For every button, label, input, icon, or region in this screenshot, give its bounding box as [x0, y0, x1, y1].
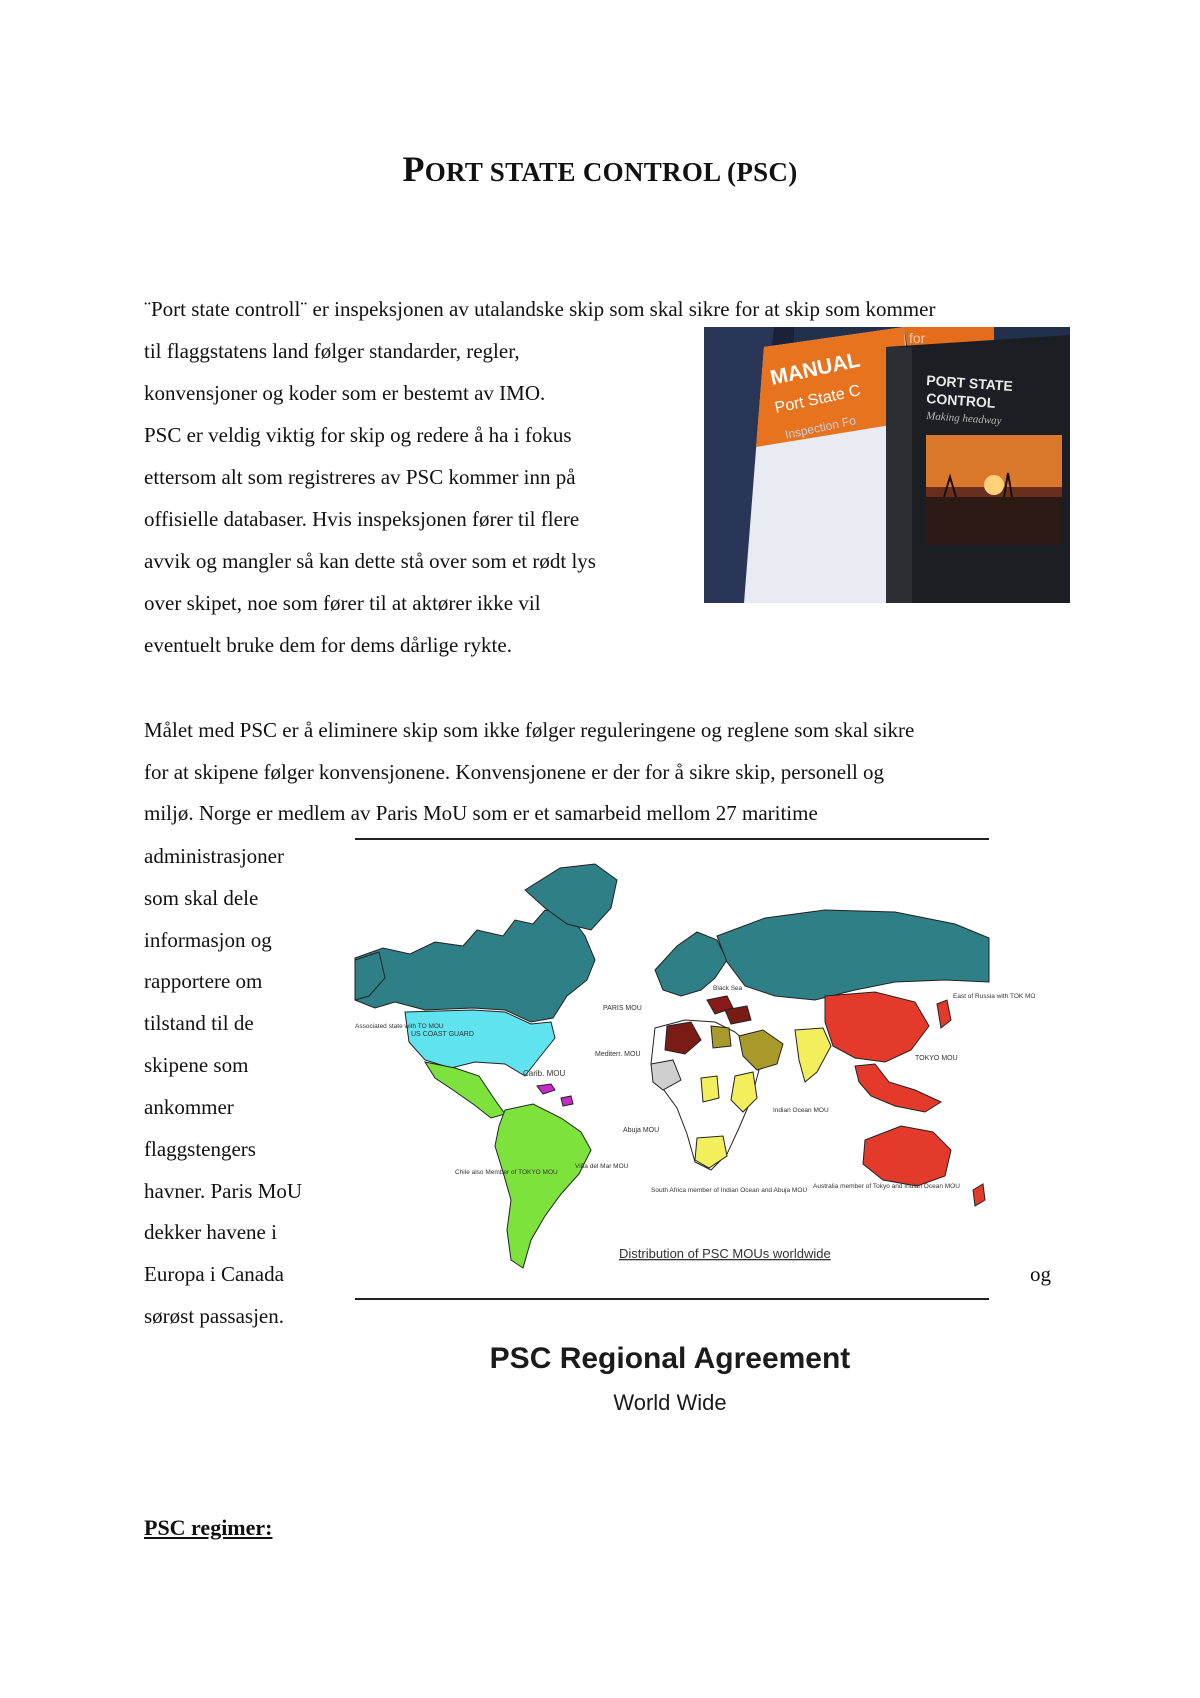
paragraph-2-column-line-12: sørøst passasjen.	[144, 1304, 284, 1328]
agreement-subtitle: World Wide	[613, 1390, 727, 1415]
map-top-rule	[355, 838, 989, 840]
region-egypt	[711, 1026, 731, 1048]
label-abuja-mou: Abuja MOU	[623, 1127, 660, 1134]
label-australia-note: Australia member of Tokyo and Indian Ocean MOU	[813, 1183, 960, 1190]
sunset-harbour	[926, 497, 1062, 545]
paragraph-2-column-line-11: Europa i Canada	[144, 1262, 284, 1286]
sunset-sun	[984, 475, 1004, 495]
label-south-africa-note: South Africa member of Indian Ocean and Abuja MOU	[651, 1187, 808, 1194]
page-title	[0, 148, 1200, 190]
paragraph-1-line-4: PSC er veldig viktig for skip og redere å ha i fokus	[144, 423, 572, 447]
paragraph-2-trailing-word: og	[1030, 1262, 1051, 1286]
region-south-america	[495, 1104, 591, 1268]
control-book-spine	[886, 347, 912, 603]
control-book-subtitle: Making headway	[925, 410, 1002, 428]
region-russia	[717, 910, 989, 1000]
paragraph-2-column-line-9: havner. Paris MoU	[144, 1179, 303, 1203]
manual-book-subtitle: Port State C	[773, 382, 863, 417]
paragraph-2-column-line-4: rapportere om	[144, 969, 263, 993]
region-japan	[937, 1000, 951, 1028]
paragraph-2-column-line-2: som skal dele	[144, 886, 259, 910]
paragraph-1-line-3: konvensjoner og koder som er bestemt av IMO.	[144, 381, 546, 405]
region-south-africa	[695, 1136, 727, 1168]
paragraph-2-column-line-7: ankommer	[144, 1095, 234, 1119]
region-india	[795, 1028, 831, 1082]
label-chile-note: Chile also Member of TOKYO MOU	[455, 1169, 558, 1176]
label-russia-note: East of Russia with TOK MO	[953, 993, 1036, 1000]
manual-book-title: MANUAL	[768, 348, 863, 390]
label-black-sea: Black Sea	[713, 985, 743, 992]
paragraph-1-line-7: avvik og mangler så kan dette stå over som et rødt lys	[144, 549, 596, 573]
label-paris-mou: PARIS MOU	[603, 1005, 642, 1012]
paragraph-2-column-line-6: skipene som	[144, 1053, 249, 1077]
paragraph-2-column-line-1: administrasjoner	[144, 844, 284, 868]
psc-mou-world-map	[355, 838, 1036, 1304]
control-book-title-1: PORT STATE	[925, 372, 1014, 395]
paragraph-1-line-6: offisielle databaser. Hvis inspeksjonen fører til flere	[144, 507, 580, 531]
paragraph-2-column-line-3: informasjon og	[144, 928, 272, 952]
paragraph-2-line-2: for at skipene følger konvensjonene. Konvensjonene er der for å sikre skip, personell og	[144, 760, 885, 784]
paragraph-2-line-1: Målet med PSC er å eliminere skip som ikke følger reguleringene og reglene som skal sikre	[144, 718, 915, 742]
label-vina-del-mar-mou: Viña del Mar MOU	[575, 1163, 629, 1170]
region-caribbean	[537, 1084, 573, 1106]
label-carib-mou: Carib. MOU	[523, 1069, 566, 1078]
region-new-zealand	[973, 1184, 985, 1206]
region-central-africa	[701, 1076, 719, 1102]
label-us-coast-guard: US COAST GUARD	[411, 1031, 474, 1038]
paragraph-2-line-3: miljø. Norge er medlem av Paris MoU som er et samarbeid mellom 27 maritime	[144, 801, 818, 825]
label-mediterr-mou: Mediterr. MOU	[595, 1051, 641, 1058]
paragraph-2-column-line-10: dekker havene i	[144, 1220, 277, 1244]
control-book-title-2: CONTROL	[925, 390, 996, 411]
map-bottom-rule	[355, 1298, 989, 1300]
region-southeast-asia	[855, 1064, 941, 1112]
map-caption: Distribution of PSC MOUs worldwide	[619, 1246, 831, 1261]
manual-book-top-text: for	[909, 330, 926, 346]
paragraph-1-line-8: over skipet, noe som fører til at aktører ikke vil	[144, 591, 541, 615]
paragraph-2-column-line-8: flaggstengers	[144, 1137, 256, 1161]
title-initial: P	[402, 149, 425, 189]
paragraph-1-line-1: ¨Port state controll¨ er inspeksjonen av utalandske skip som skal sikre for at skip som kommer	[144, 297, 936, 321]
title-rest: ORT STATE CONTROL (PSC)	[424, 157, 798, 187]
agreement-title: PSC Regional Agreement	[489, 1342, 851, 1375]
region-mexico	[425, 1062, 505, 1118]
label-alaska-note: Associated state with TO MOU	[355, 1023, 444, 1030]
psc-books-photo	[704, 327, 1070, 603]
paragraph-2-column-line-5: tilstand til de	[144, 1011, 254, 1035]
region-australia	[863, 1126, 951, 1186]
region-china	[825, 992, 929, 1062]
paragraph-1-line-5: ettersom alt som registreres av PSC kommer inn på	[144, 465, 576, 489]
section-heading-psc-regimer: PSC regimer:	[144, 1515, 273, 1540]
paragraph-1-line-9: eventuelt bruke dem for dems dårlige rykte.	[144, 633, 512, 657]
label-tokyo-mou: TOKYO MOU	[915, 1055, 958, 1062]
psc-books-illustration	[704, 327, 1070, 603]
label-indian-ocean-mou: Indian Ocean MOU	[773, 1107, 829, 1114]
region-canada	[355, 910, 595, 1022]
map-drawing	[355, 850, 1036, 1290]
manual-book-small-text: Inspection Fo	[783, 413, 858, 442]
paragraph-1-line-2: til flaggstatens land følger standarder, regler,	[144, 339, 520, 363]
